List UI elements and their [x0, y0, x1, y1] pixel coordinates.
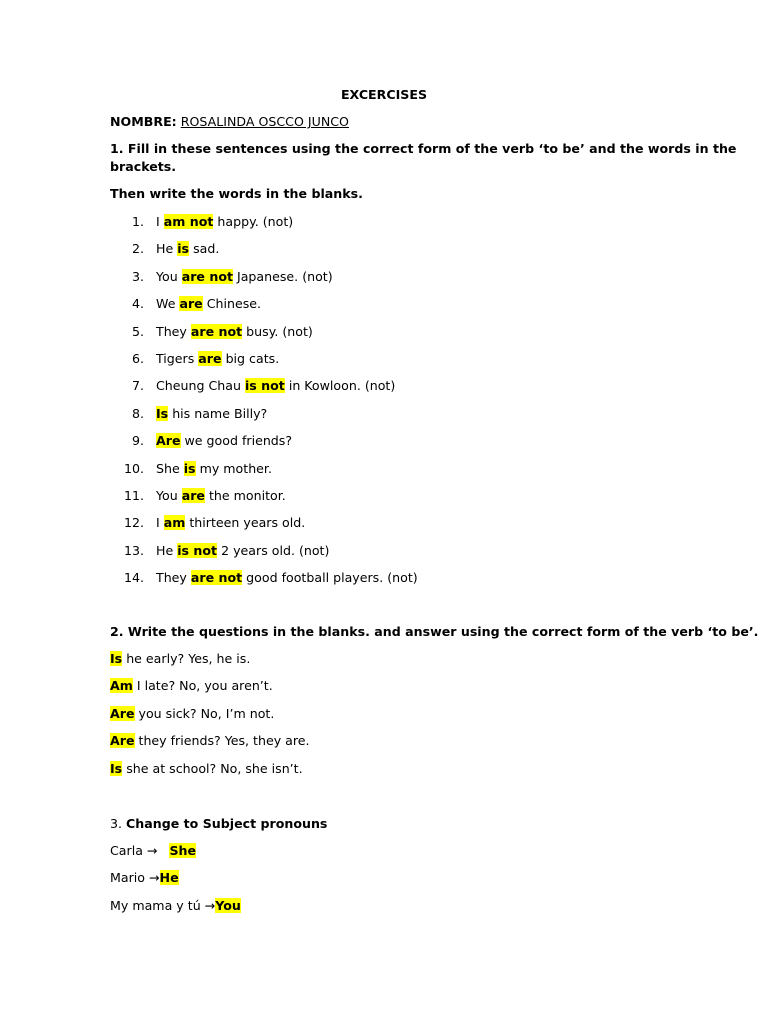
- sentence-end: his name Billy?: [168, 405, 268, 421]
- answer-highlight: are: [198, 351, 222, 366]
- answer-highlight: am: [163, 515, 186, 531]
- list-item-number: 11.: [123, 488, 144, 503]
- answer-highlight: Is: [156, 405, 169, 421]
- answer-highlight: Is: [110, 760, 123, 776]
- list-item-number: 12.: [123, 515, 144, 531]
- section1-heading-line2: brackets.: [110, 159, 177, 174]
- list-item: [110, 733, 310, 749]
- name-with-arrow: My mama y tú →: [110, 897, 216, 913]
- sentence-end: my mother.: [195, 460, 272, 476]
- list-item-number: 6.: [131, 351, 144, 366]
- list-item: [110, 870, 179, 886]
- sentence-end: you sick? No, I’m not.: [134, 705, 275, 721]
- list-item-number: 5.: [131, 323, 144, 339]
- sentence-end: 2 years old. (not): [217, 542, 330, 558]
- answer-highlight: is not: [177, 542, 218, 558]
- sentence-end: I late? No, you aren’t.: [132, 678, 273, 694]
- list-item: [110, 843, 196, 859]
- sentence-start: Tigers: [156, 351, 199, 366]
- name-line: [110, 114, 349, 130]
- name-label: NOMBRE:: [110, 114, 177, 129]
- sentence-start: He: [156, 241, 178, 257]
- sentence-start: He: [156, 542, 178, 558]
- sentence-end: they friends? Yes, they are.: [134, 733, 310, 749]
- list-item-text: [156, 241, 219, 257]
- list-item-number: 14.: [123, 570, 144, 586]
- list-item-text: [156, 378, 395, 394]
- sentence-end: good football players. (not): [242, 570, 418, 586]
- answer-highlight: are: [181, 488, 205, 503]
- list-item-text: [156, 488, 286, 504]
- list-item: [110, 706, 274, 722]
- list-item-text: [156, 296, 261, 312]
- sentence-end: he early? Yes, he is.: [122, 651, 251, 666]
- answer-highlight: is: [177, 241, 190, 257]
- list-item-number: 2.: [131, 241, 144, 257]
- section3-number: 3.: [110, 816, 127, 831]
- section1-heading-line1: 1. Fill in these sentences using the correct form of the verb ‘to be’ and the words in the: [110, 141, 737, 156]
- list-item-number: 4.: [131, 296, 144, 312]
- sentence-end: big cats.: [221, 351, 280, 366]
- sentence-end: the monitor.: [204, 488, 286, 503]
- sentence-start: You: [156, 488, 182, 503]
- sentence-start: She: [156, 460, 184, 476]
- answer-highlight: She: [169, 843, 197, 858]
- sentence-end: we good friends?: [180, 433, 293, 449]
- sentence-end: busy. (not): [242, 323, 313, 339]
- sentence-start: We: [156, 296, 180, 312]
- answer-highlight: are not: [190, 570, 243, 586]
- page-title: EXCERCISES: [340, 87, 428, 102]
- list-item-number: 3.: [131, 268, 144, 284]
- answer-highlight: are: [179, 296, 203, 312]
- list-item-text: [156, 543, 329, 559]
- sentence-end: in Kowloon. (not): [284, 378, 396, 394]
- list-item: [110, 761, 303, 777]
- section3-heading-line: [110, 816, 327, 832]
- list-item-number: 8.: [131, 405, 144, 421]
- answer-highlight: am not: [163, 214, 214, 229]
- list-item-text: [156, 515, 305, 531]
- sentence-start: I: [156, 214, 164, 229]
- answer-highlight: Am: [110, 678, 133, 694]
- list-item-number: 9.: [131, 433, 144, 449]
- sentence-start: I: [156, 515, 164, 531]
- sentence-end: sad.: [189, 241, 220, 257]
- name-value: ROSALINDA OSCCO JUNCO: [180, 114, 349, 129]
- sentence-end: Chinese.: [202, 296, 262, 312]
- name-with-arrow: Mario →: [110, 870, 160, 886]
- sentence-end: happy. (not): [213, 214, 294, 229]
- sentence-start: They: [156, 323, 191, 339]
- answer-highlight: are not: [190, 323, 243, 339]
- list-item: [110, 898, 241, 914]
- list-item-number: 1.: [131, 214, 144, 229]
- sentence-start: Cheung Chau: [156, 378, 245, 394]
- sentence-end: she at school? No, she isn’t.: [122, 760, 303, 776]
- answer-highlight: He: [159, 870, 179, 886]
- list-item-text: [156, 461, 272, 477]
- sentence-start: They: [156, 570, 191, 586]
- section2-heading: 2. Write the questions in the blanks. and answer using the correct form of the verb ‘to be’.: [110, 624, 759, 639]
- list-item-text: [156, 269, 333, 285]
- list-item-text: [156, 351, 279, 367]
- list-item-text: [156, 570, 418, 586]
- list-item-text: [156, 406, 267, 422]
- name-with-arrow: Carla →: [110, 843, 170, 858]
- answer-highlight: is not: [244, 378, 285, 394]
- list-item-number: 7.: [131, 378, 144, 394]
- answer-highlight: Are: [110, 705, 135, 721]
- list-item: [110, 651, 250, 667]
- answer-highlight: Are: [156, 433, 181, 449]
- list-item-number: 13.: [123, 542, 144, 558]
- list-item-text: [156, 324, 313, 340]
- list-item-text: [156, 214, 293, 230]
- answer-highlight: Are: [110, 733, 135, 749]
- answer-highlight: is: [183, 460, 196, 476]
- list-item: [110, 678, 273, 694]
- sentence-start: You: [156, 268, 182, 284]
- section1-instruction: Then write the words in the blanks.: [110, 186, 363, 201]
- list-item-text: [156, 433, 292, 449]
- answer-highlight: are not: [181, 268, 233, 284]
- sentence-end: Japanese. (not): [233, 268, 333, 284]
- list-item-number: 10.: [123, 460, 144, 476]
- answer-highlight: You: [215, 897, 241, 913]
- section3-heading: Change to Subject pronouns: [126, 816, 328, 831]
- answer-highlight: Is: [110, 651, 123, 666]
- sentence-end: thirteen years old.: [185, 515, 306, 531]
